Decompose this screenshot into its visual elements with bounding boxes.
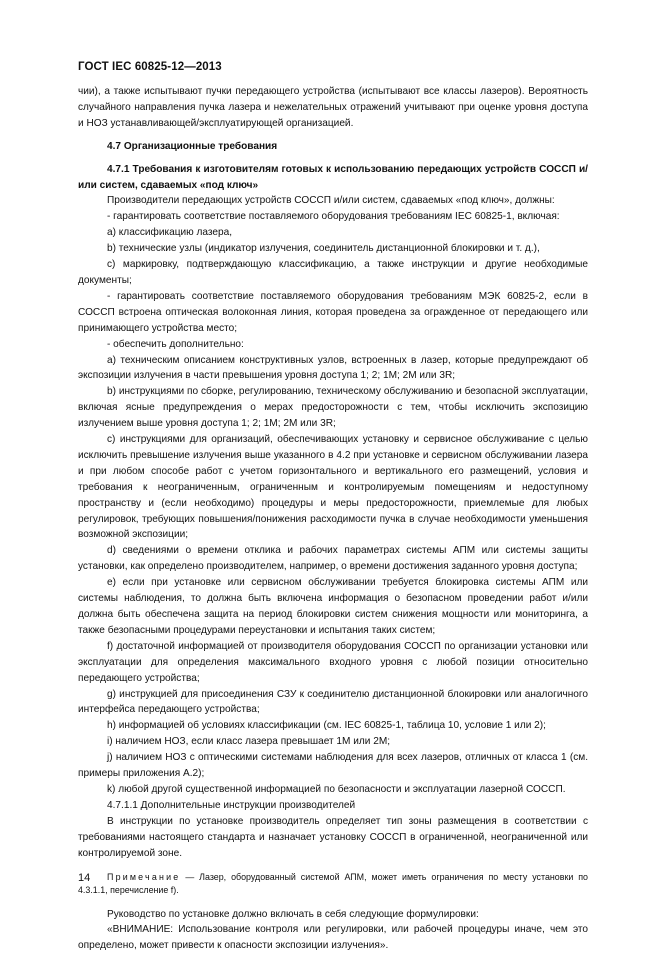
- list-item: - гарантировать соответствие поставляемого оборудования требованиям IEC 60825-1, включая:: [107, 211, 560, 223]
- section-heading-4-7-1: 4.7.1 Требования к изготовителям готовых к использованию передающих устройств СОССП и/или систем, сдаваемых «под ключ»: [78, 163, 588, 191]
- list-item: f) достаточной информацией от производителя оборудования СОССП по организации установки или эксплуатации для определения максимального входного уровня с любой позиции относительно передающего устройства;: [78, 640, 588, 684]
- list-item: c) маркировку, подтверждающую классификацию, а также инструкции и другие необходимые документы;: [78, 259, 588, 286]
- list-item: d) сведениями о времени отклика и рабочих параметрах системы АПМ или системы защиты установки, как определено производителем, например, о времени достижения заданного уровня доступа;: [78, 545, 588, 573]
- list-item: a) техническим описанием конструктивных узлов, встроенных в лазер, которые предупреждают об экспозиции излучения в части превышения уровня доступа 1; 2; 1M; 2M или 3R;: [78, 354, 588, 382]
- list-item: c) инструкциями для организаций, обеспечивающих установку и сервисное обслуживание с целью исключить превышение излучения выше указанного в 4.2 при установке и сервисном обслуживании лазера и при любом способе работ с учетом горизонтального и вертикального его размещений, условия и требования к неограниченным, ограниченным и контролируемым помещениям и недоступному пространству и (если необходимо) процедуры и меры предосторожности, приемлемые для любых регулировок, требующих повышения/понижения расходимости пучка в случае необходимости уменьшения возможной экспозиции;: [78, 434, 588, 541]
- page-number: 14: [78, 872, 91, 884]
- list-item: h) информацией об условиях классификации (см. IEC 60825-1, таблица 10, условие 1 или 2);: [107, 720, 546, 732]
- list-item: - гарантировать соответствие поставляемого оборудования требованиям МЭК 60825-2, если в СОССП встроена оптическая волоконная линия, которая проведена за огражденное от передающего или принимающего устройства место;: [78, 290, 588, 334]
- note: [78, 871, 588, 898]
- note-text: — Лазер, оборудованный системой АПМ, может иметь ограничения по месту установки по 4.3.1.1, перечисление f).: [78, 871, 588, 895]
- list-item: j) наличием НОЗ с оптическими системами наблюдения для всех лазеров, отличных от класса 1 (см. примеры приложения А.2);: [78, 752, 588, 780]
- paragraph: В инструкции по установке производитель определяет тип зоны размещения в соответствии с требованиями настоящего стандарта и назначает установку СОССП в ограниченной, неограниченной или контролируемой зоне.: [78, 815, 588, 859]
- list-item: a) классификацию лазера,: [107, 227, 233, 239]
- paragraph: Производители передающих устройств СОССП и/или систем, сдаваемых «под ключ», должны:: [107, 195, 555, 207]
- document-body: [78, 84, 588, 954]
- subsection-heading-4-7-1-1: 4.7.1.1 Дополнительные инструкции производителей: [107, 799, 356, 811]
- list-item: k) любой другой существенной информацией по безопасности и эксплуатации лазерной СОССП.: [107, 783, 566, 795]
- section-heading-4-7: 4.7 Организационные требования: [107, 140, 278, 152]
- warning-text: «ВНИМАНИЕ: Использование контроля или регулировки, или рабочей процедуры иначе, чем это определено, может привести к опасности экспозиции излучения».: [78, 924, 588, 952]
- list-item: b) технические узлы (индикатор излучения, соединитель дистанционной блокировки и т. д.),: [107, 243, 540, 255]
- list-item: i) наличием НОЗ, если класс лазера превышает 1M или 2M;: [107, 736, 391, 748]
- list-item: b) инструкциями по сборке, регулированию, техническому обслуживанию и безопасной эксплуатации, включая ясные предупреждения о мерах предосторожности с тем, чтобы исключить экспозицию излучением выше уровня доступа 1; 2; 1M; 2M или 3R;: [78, 386, 588, 430]
- list-item: e) если при установке или сервисном обслуживании требуется блокировка системы АПМ или системы наблюдения, то должна быть включена информация о безопасном проведении работ и/или должна быть обеспечена защита на период блокировки систем снижения мощности или мониторинга, а также безопасными процедурами переустановки и испытания таких систем;: [78, 577, 588, 636]
- paragraph: Руководство по установке должно включать в себя следующие формулировки:: [107, 908, 479, 920]
- note-label: Примечание: [107, 871, 181, 882]
- paragraph-continuation: чии), а также испытывают пучки передающего устройства (испытывают все классы лазеров). Вероятность случайного направления пучка лазера и нежелательных отражений учитывают при оценке уровня доступа и НОЗ устанавливающей/эксплуатирующей организацией.: [78, 86, 588, 129]
- standard-header: ГОСТ IEC 60825-12—2013: [78, 61, 222, 73]
- list-item: g) инструкцией для присоединения СЗУ к соединителю дистанционной блокировки или аналогичного интерфейса передающего устройства;: [78, 688, 588, 716]
- list-item: - обеспечить дополнительно:: [107, 338, 244, 350]
